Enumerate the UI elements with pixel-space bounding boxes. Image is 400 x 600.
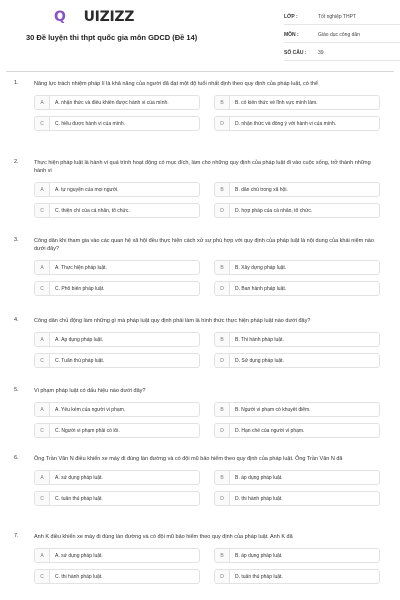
options	[34, 402, 382, 438]
worksheet-title: 30 Đề luyện thi thpt quốc gia môn GDCD (Đề 14)	[26, 33, 198, 42]
option-letter: B	[215, 403, 230, 416]
option-c[interactable]	[34, 353, 200, 368]
question-list	[0, 80, 400, 593]
worksheet-header	[12, 0, 388, 62]
option-letter: B	[215, 183, 230, 196]
option-b[interactable]	[214, 470, 380, 485]
question-number: 3.	[14, 237, 19, 243]
question-text: Công dân khi tham gia vào các quan hệ xã hội đều thực hiện cách xử sự phù hợp với quy định của pháp luật là nội dung của khái niệm nào dưới đây?	[34, 238, 374, 252]
option-letter: C	[35, 570, 50, 583]
option-c[interactable]	[34, 569, 200, 584]
option-letter: D	[215, 424, 230, 437]
option-text: A. Thực hiện pháp luật.	[55, 264, 107, 271]
option-letter: B	[215, 261, 230, 274]
option-letter: A	[35, 183, 50, 196]
option-letter: B	[215, 471, 230, 484]
option-text: B. có kiến thức về lĩnh vực mình làm.	[235, 99, 318, 106]
option-text: D. Ban hành pháp luật.	[235, 285, 287, 292]
question-3	[0, 237, 400, 317]
option-letter: A	[35, 261, 50, 274]
option-text: B. Xây dựng pháp luật.	[235, 264, 287, 271]
question-6	[0, 455, 400, 533]
options	[34, 182, 382, 218]
options	[34, 470, 382, 506]
options	[34, 95, 382, 131]
option-text: C. thi hành pháp luật.	[55, 573, 103, 580]
question-text: Công dân chủ động làm những gì mà pháp luật quy định phải làm là hình thức thực hiện pháp luật nào dưới đây?	[34, 318, 311, 324]
meta-row-count	[284, 46, 400, 61]
option-b[interactable]	[214, 402, 380, 417]
option-text: B. Thi hành pháp luật.	[235, 336, 284, 343]
meta-row-subject	[284, 28, 400, 43]
meta-key: LỚP :	[284, 14, 298, 20]
option-d[interactable]	[214, 281, 380, 296]
question-5	[0, 387, 400, 455]
question-number: 5.	[14, 387, 19, 393]
option-d[interactable]	[214, 423, 380, 438]
option-a[interactable]	[34, 260, 200, 275]
option-text: A. sử dụng pháp luật.	[55, 474, 103, 481]
option-text: C. Người vi phạm phải có lỗi.	[55, 427, 120, 434]
option-c[interactable]	[34, 281, 200, 296]
question-number: 7.	[14, 533, 19, 539]
option-letter: D	[215, 570, 230, 583]
question-2	[0, 159, 400, 237]
question-text: Vi phạm pháp luật có dấu hiệu nào dưới đây?	[34, 388, 146, 394]
question-7	[0, 533, 400, 593]
option-a[interactable]	[34, 470, 200, 485]
meta-row-class	[284, 10, 400, 25]
option-letter: A	[35, 471, 50, 484]
question-text: Năng lực trách nhiệm pháp lí là khả năng của người đã đạt một độ tuổi nhất định theo quy định của pháp luật, có thể	[34, 81, 319, 87]
option-letter: B	[215, 96, 230, 109]
option-letter: A	[35, 96, 50, 109]
option-text: A. tự nguyện của mọi người.	[55, 186, 119, 193]
option-c[interactable]	[34, 203, 200, 218]
option-d[interactable]	[214, 203, 380, 218]
option-letter: C	[35, 282, 50, 295]
option-text: C. Phổ biến pháp luật.	[55, 285, 105, 292]
question-number: 6.	[14, 455, 19, 461]
option-letter: D	[215, 492, 230, 505]
option-letter: C	[35, 204, 50, 217]
option-a[interactable]	[34, 402, 200, 417]
option-b[interactable]	[214, 95, 380, 110]
question-number: 1.	[14, 80, 19, 86]
logo-rest: UIZIZZ	[83, 9, 135, 25]
option-text: B. áp dụng pháp luật.	[235, 552, 283, 559]
question-text: Ông Trần Văn N điều khiển xe máy đi đúng làn đường và có đội mũ bảo hiểm theo quy định của pháp luật. Ông Trần Văn N đã	[34, 456, 343, 462]
option-text: C. tuân thủ pháp luật.	[55, 495, 103, 502]
options	[34, 332, 382, 368]
option-text: A. nhận thức và điều khiển được hành vi của mình.	[55, 99, 169, 106]
option-letter: B	[215, 549, 230, 562]
option-letter: D	[215, 282, 230, 295]
option-letter: A	[35, 549, 50, 562]
option-text: C. Tuân thủ pháp luật.	[55, 357, 105, 364]
option-text: B. dân chủ trong xã hội.	[235, 186, 288, 193]
option-letter: C	[35, 117, 50, 130]
option-letter: C	[35, 354, 50, 367]
option-text: A. Yếu kém của người vi phạm.	[55, 406, 126, 413]
question-number: 2.	[14, 159, 19, 165]
option-letter: D	[215, 117, 230, 130]
option-d[interactable]	[214, 353, 380, 368]
option-b[interactable]	[214, 182, 380, 197]
option-d[interactable]	[214, 491, 380, 506]
quizizz-logo	[20, 9, 134, 25]
option-c[interactable]	[34, 116, 200, 131]
option-text: D. Sử dụng pháp luật.	[235, 357, 284, 364]
option-text: C. hiểu được hành vi của mình.	[55, 120, 125, 127]
option-b[interactable]	[214, 260, 380, 275]
header-divider	[6, 71, 394, 72]
option-a[interactable]	[34, 332, 200, 347]
option-a[interactable]	[34, 182, 200, 197]
option-c[interactable]	[34, 423, 200, 438]
meta-table	[284, 10, 400, 64]
option-d[interactable]	[214, 116, 380, 131]
option-text: D. thi hành pháp luật.	[235, 495, 283, 502]
meta-value: Giáo dục công dân	[318, 32, 360, 38]
meta-value: Tốt nghiệp THPT	[318, 14, 356, 20]
option-letter: B	[215, 333, 230, 346]
option-b[interactable]	[214, 548, 380, 563]
meta-value: 39	[318, 50, 324, 56]
option-text: D. nhận thức và đồng ý với hành vi của mình.	[235, 120, 337, 127]
option-text: C. thiện chí của cá nhân, tổ chức.	[55, 207, 130, 214]
option-letter: D	[215, 204, 230, 217]
question-text: Thực hiện pháp luật là hành vi quá trình hoạt động có mục đích, làm cho những quy định của pháp luật đi vào cuộc sống, trở thành những hành vi	[34, 160, 371, 174]
option-c[interactable]	[34, 491, 200, 506]
option-letter: C	[35, 492, 50, 505]
option-text: D. tuân thủ pháp luật.	[235, 573, 283, 580]
option-b[interactable]	[214, 332, 380, 347]
question-1	[0, 80, 400, 159]
option-letter: A	[35, 333, 50, 346]
option-text: A. sử dụng pháp luật.	[55, 552, 103, 559]
option-a[interactable]	[34, 95, 200, 110]
question-4	[0, 317, 400, 387]
option-text: D. Hạn chế của người vi phạm.	[235, 427, 305, 434]
meta-key: MÔN :	[284, 32, 299, 38]
option-letter: C	[35, 424, 50, 437]
option-text: B. Người vi phạm có khuyết điểm.	[235, 406, 311, 413]
options	[34, 548, 382, 584]
option-text: B. áp dụng pháp luật.	[235, 474, 283, 481]
logo-prefix: Q	[54, 9, 66, 25]
option-text: D. hợp pháp của cá nhân, tổ chức.	[235, 207, 313, 214]
question-text: Anh K điều khiển xe máy đi đúng làn đường và có đội mũ bảo hiểm theo quy định của pháp luật. Anh K đã	[34, 534, 293, 540]
meta-key: SỐ CÂU :	[284, 50, 307, 56]
option-text: A. Áp dụng pháp luật.	[55, 336, 104, 343]
option-letter: D	[215, 354, 230, 367]
option-d[interactable]	[214, 569, 380, 584]
option-a[interactable]	[34, 548, 200, 563]
options	[34, 260, 382, 296]
question-number: 4.	[14, 317, 19, 323]
option-letter: A	[35, 403, 50, 416]
